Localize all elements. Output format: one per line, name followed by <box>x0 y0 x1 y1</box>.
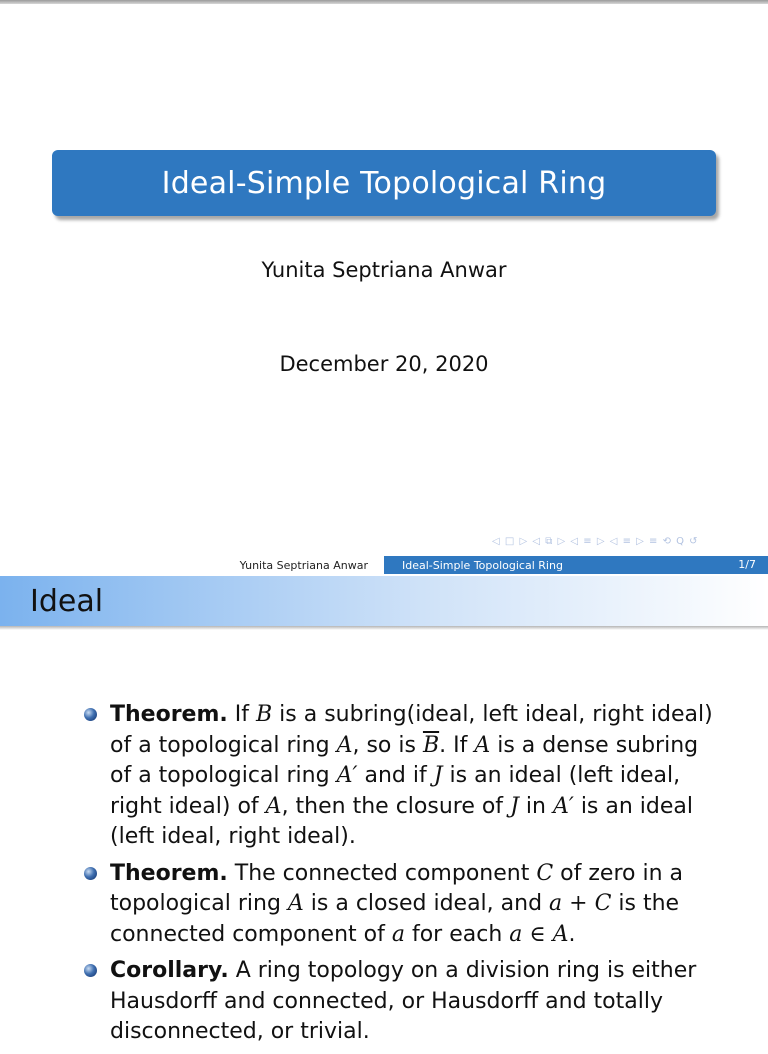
title-banner <box>52 150 716 216</box>
footer-title <box>384 556 768 574</box>
list-item: Corollary. A ring topology on a division ring is either Hausdorff and connected, or Hausdorff and totally disconnected, or trivial. <box>84 956 714 1048</box>
frame-title: Ideal <box>30 583 104 619</box>
presentation-title: Ideal-Simple Topological Ring <box>161 165 607 201</box>
item-label: Theorem. <box>110 702 228 727</box>
frame-title-shadow <box>0 626 768 630</box>
bullet-icon <box>84 867 97 880</box>
item-label: Corollary. <box>110 958 229 983</box>
footer-bar <box>0 556 768 574</box>
bullet-icon <box>84 708 97 721</box>
bullet-icon <box>84 964 97 977</box>
frame-title-bar <box>0 576 768 626</box>
author-name: Yunita Septriana Anwar <box>261 258 507 282</box>
footer-title-text: Ideal-Simple Topological Ring <box>402 558 563 572</box>
footer-author <box>0 556 384 574</box>
list-item: Theorem. The connected component C of zero in a topological ring A is a closed ideal, and a + C is the connected component of a for each a ∈ A. <box>84 859 714 951</box>
top-rule <box>0 0 768 4</box>
item-label: Theorem. <box>110 860 228 886</box>
beamer-navigation-icons[interactable]: ◁ □ ▷ ◁ ⧉ ▷ ◁ ≡ ▷ ◁ ≡ ▷ ≡ ⟲ Q ↺ <box>492 536 699 547</box>
presentation-date: December 20, 2020 <box>279 352 489 376</box>
footer-author-text: Yunita Septriana Anwar <box>239 558 368 572</box>
list-item: Theorem. If B is a subring(ideal, left ideal, right ideal) of a topological ring A, so is $\overline{B}$. If A is a dense subring of a topological ring A′ and if J is an ideal (left ideal, right ideal) of A, then the closure of J in A′ is an ideal (left ideal, right ideal). <box>84 700 714 853</box>
page-number: 1/7 <box>738 558 756 571</box>
bullet-list <box>84 700 714 1054</box>
